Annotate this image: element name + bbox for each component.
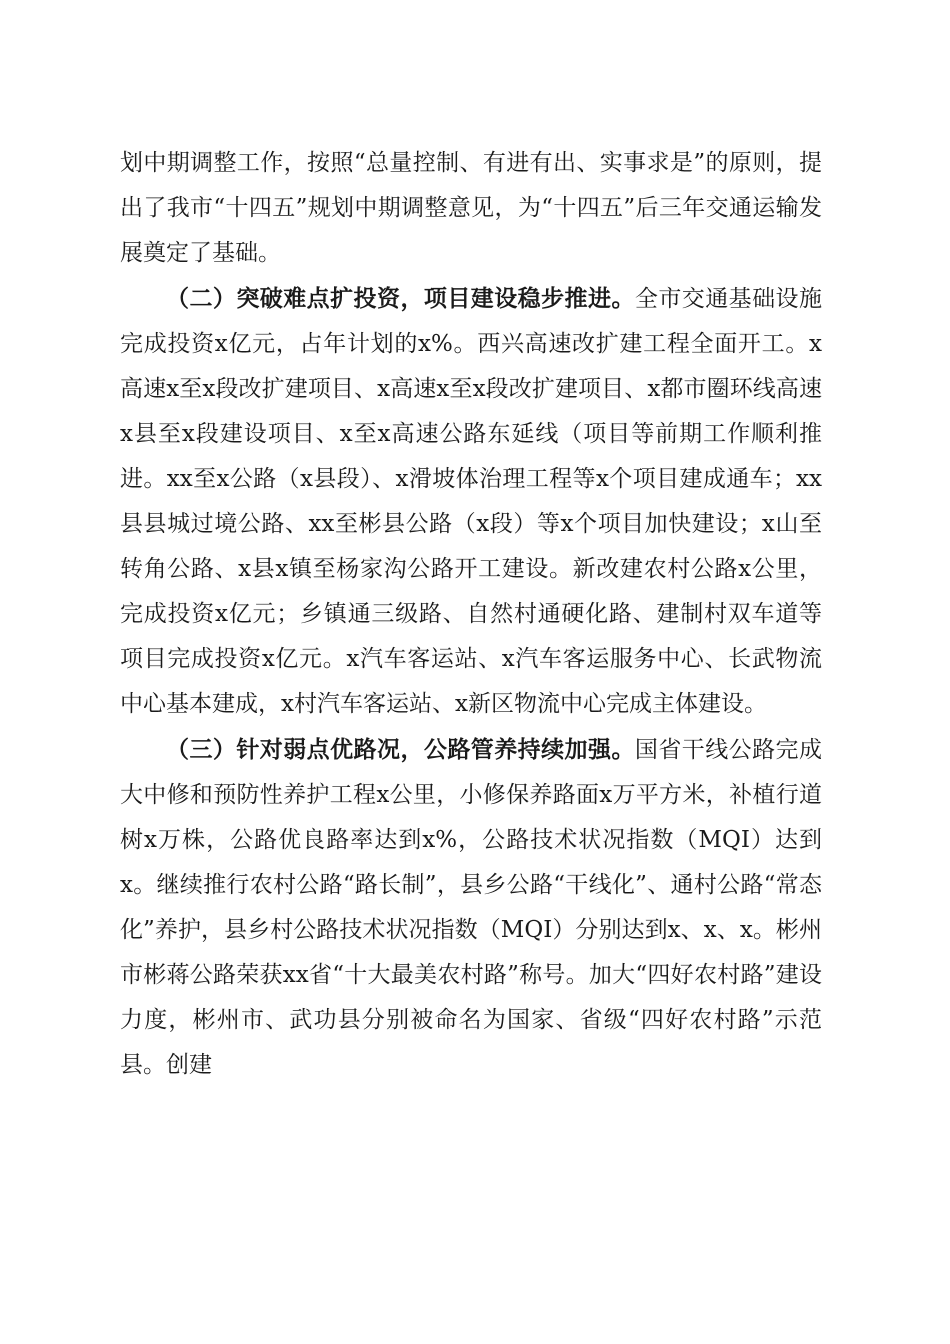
paragraph-body: 全市交通基础设施完成投资x亿元，占年计划的x%。西兴高速改扩建工程全面开工。x高速x至x段改扩建项目、x高速x至x段改扩建项目、x都市圈环线高速x县至x段建设项目、x至x高速公路东延线（项目等前期工作顺利推进。xx至x公路（x县段）、x滑坡体治理工程等x个项目建成通车；xx县县城过境公路、xx至彬县公路（x段）等x个项目加快建设；x山至转角公路、x县x镇至杨家沟公路开工建设。新改建农村公路x公里，完成投资x亿元；乡镇通三级路、自然村通硬化路、建制村双车道等项目完成投资x亿元。x汽车客运站、x汽车客运服务中心、长武物流中心基本建成，x村汽车客运站、x新区物流中心完成主体建设。: [120, 286, 823, 717]
paragraph-section-3: [120, 727, 822, 1088]
document-page: [120, 141, 822, 1088]
paragraph-body: 划中期调整工作，按照“总量控制、有进有出、实事求是”的原则，提出了我市“十四五”规划中期调整意见，为“十四五”后三年交通运输发展奠定了基础。: [120, 150, 822, 266]
paragraph-body: 国省干线公路完成大中修和预防性养护工程x公里，小修保养路面x万平方米，补植行道树x万株，公路优良路率达到x%，公路技术状况指数（MQI）达到x。继续推行农村公路“路长制”，县乡公路“干线化”、通村公路“常态化”养护，县乡村公路技术状况指数（MQI）分别达到x、x、x。彬州市彬蒋公路荣获xx省“十大最美农村路”称号。加大“四好农村路”建设力度，彬州市、武功县分别被命名为国家、省级“四好农村路”示范县。创建: [120, 737, 823, 1078]
paragraph-section-2: [120, 276, 822, 727]
section-heading: （二）突破难点扩投资，项目建设稳步推进。: [166, 285, 635, 312]
paragraph-continuation: [120, 141, 822, 276]
section-heading: （三）针对弱点优路况，公路管养持续加强。: [166, 736, 635, 763]
